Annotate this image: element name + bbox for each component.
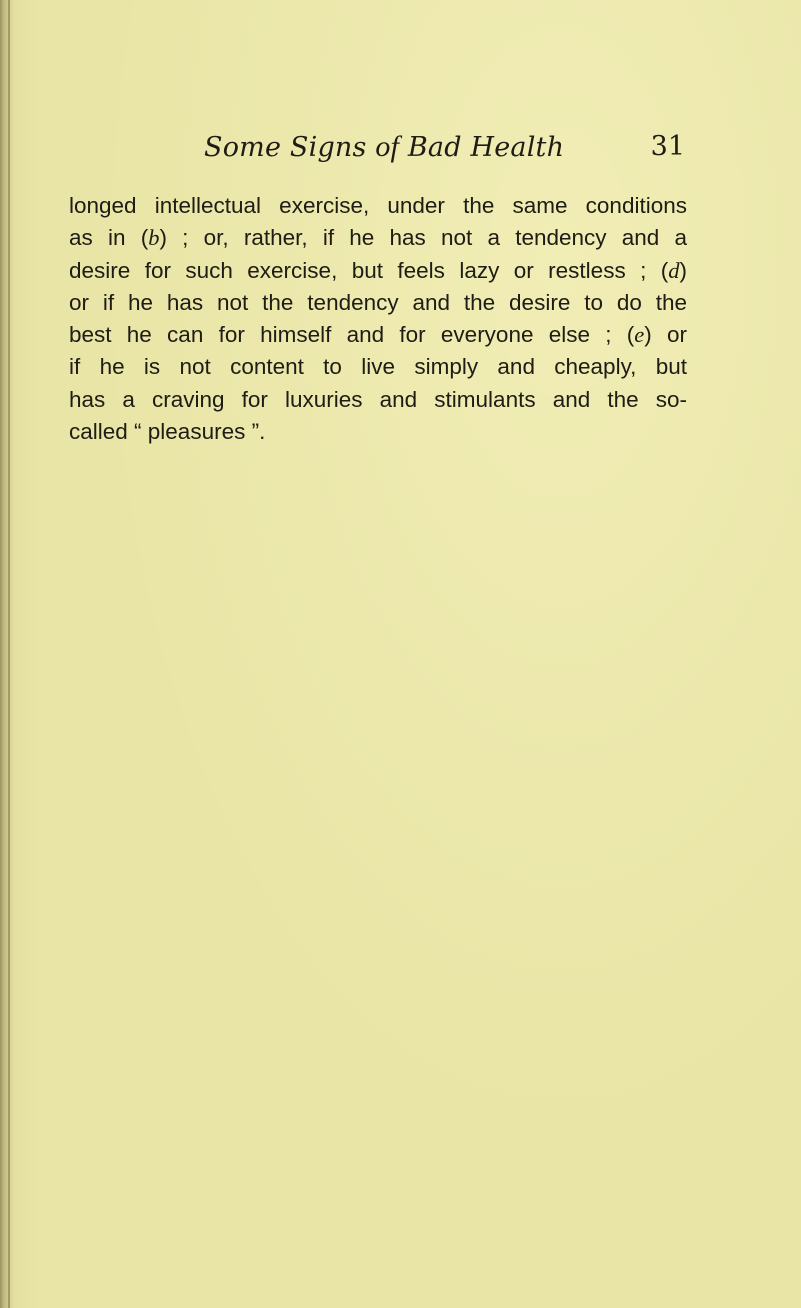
reference-letter: d: [668, 257, 680, 283]
text-run: has a craving for luxuries and stimulants and the so-: [69, 386, 687, 412]
title-part-1: Some Signs: [204, 132, 376, 163]
text-run: or if he has not the tendency and the desire to do the: [69, 289, 687, 315]
text-run: ): [679, 257, 687, 283]
text-run: if he is not content to live simply and cheaply, but: [69, 354, 687, 380]
text-run: best he can for himself and for everyone else ; (: [69, 322, 635, 348]
text-line: [69, 287, 687, 319]
text-run: called “ pleasures ”.: [69, 419, 266, 445]
text-run: desire for such exercise, but feels lazy or restless ; (: [69, 257, 669, 283]
reference-letter: b: [148, 225, 160, 251]
title-part-2: of: [375, 130, 400, 163]
text-line: [69, 222, 687, 254]
text-line: [69, 416, 687, 448]
running-title: [204, 130, 564, 165]
title-part-3: Bad Health: [399, 132, 565, 163]
binding-gutter: [8, 0, 10, 1308]
text-line: [69, 384, 687, 416]
reference-letter: e: [634, 322, 645, 348]
text-line: [69, 190, 687, 222]
text-run: as in (: [69, 225, 149, 251]
text-run: ) ; or, rather, if he has not a tendency and a: [159, 225, 687, 251]
text-run: ) or: [644, 322, 687, 348]
page-number: 31: [650, 131, 685, 162]
running-head: [204, 130, 685, 170]
body-paragraph: [69, 190, 687, 448]
text-run: longed intellectual exercise, under the same conditions: [69, 193, 687, 218]
text-line: [69, 255, 687, 287]
text-line: [69, 351, 687, 383]
text-line: [69, 319, 687, 351]
